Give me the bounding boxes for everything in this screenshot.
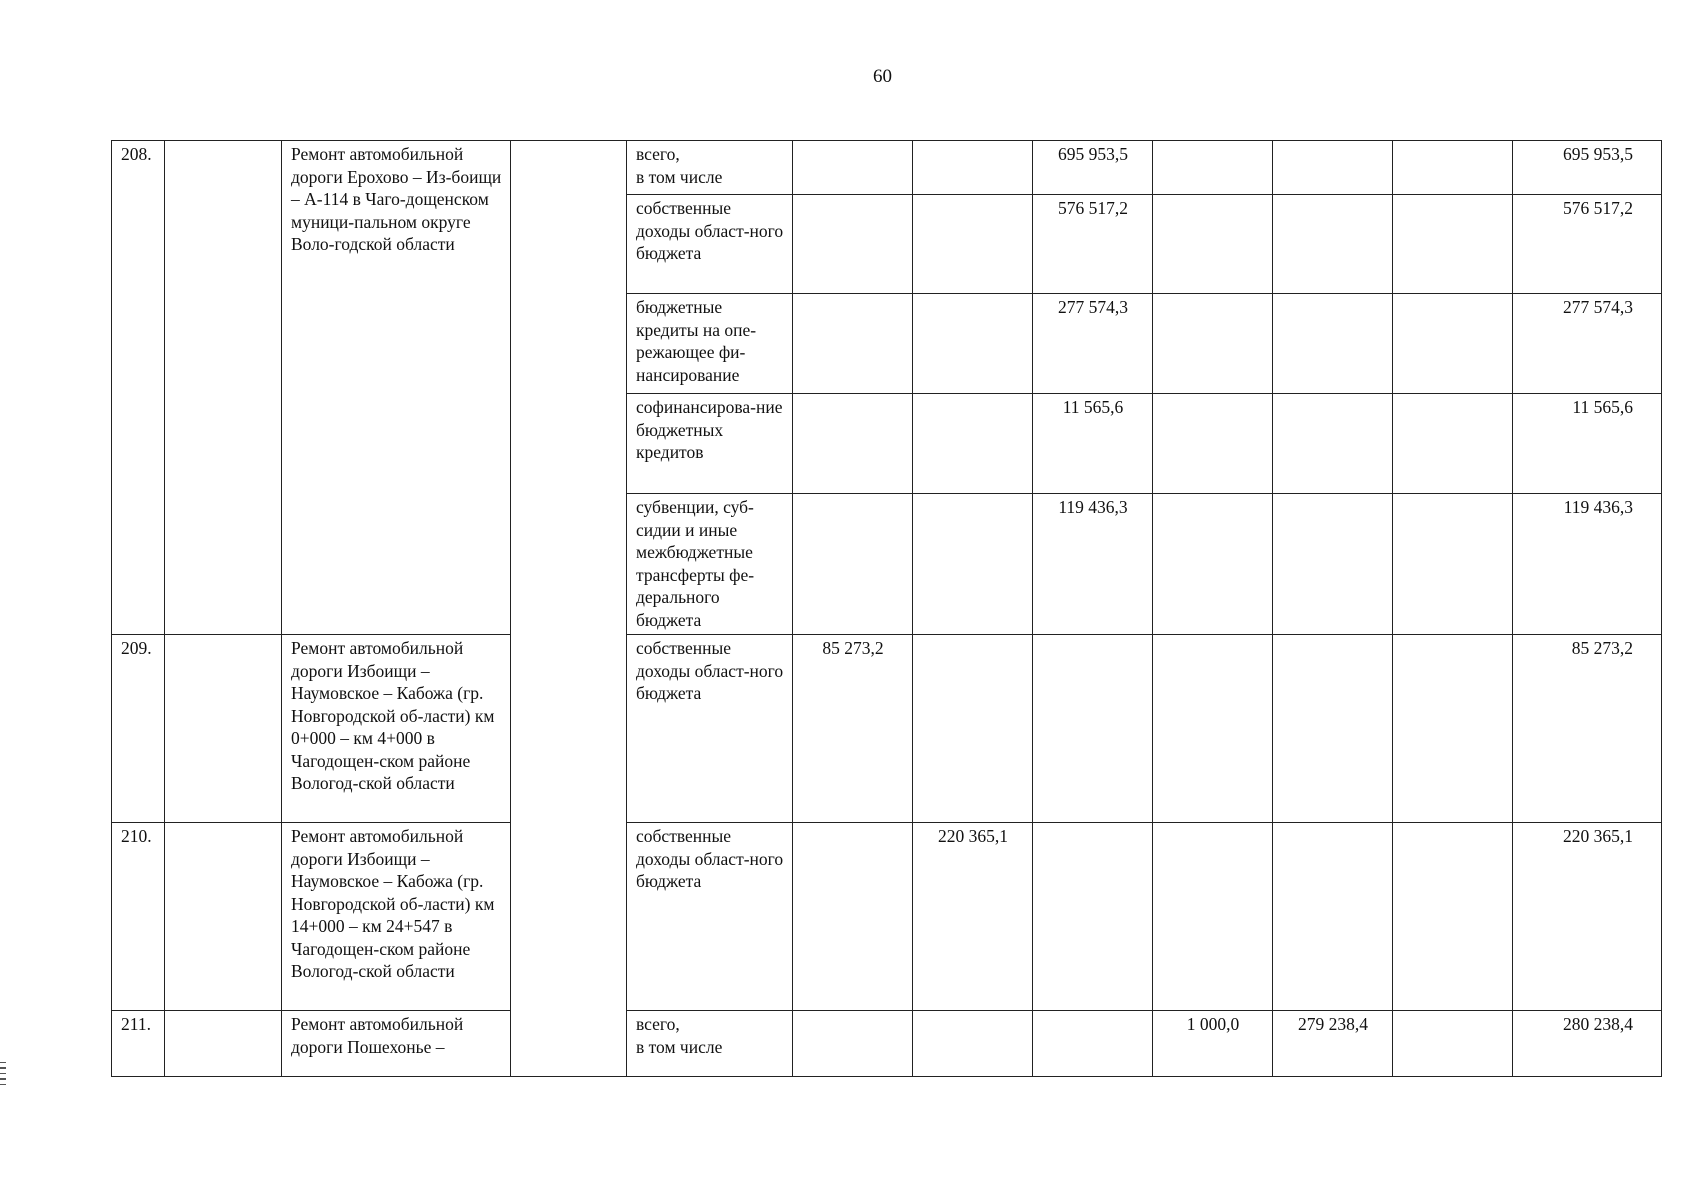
value-cell: [793, 195, 913, 294]
value-cell: 85 273,2: [793, 635, 913, 823]
value-cell: 279 238,4: [1273, 1011, 1393, 1077]
value-cell: [913, 294, 1033, 394]
value-cell: [1153, 195, 1273, 294]
value-cell: [1153, 141, 1273, 195]
total-cell: 220 365,1: [1513, 823, 1662, 1011]
total-cell: 119 436,3: [1513, 494, 1662, 635]
total-cell: 576 517,2: [1513, 195, 1662, 294]
value-cell: [913, 635, 1033, 823]
value-cell: [1393, 635, 1513, 823]
row-number: 211.: [112, 1011, 165, 1077]
value-cell: [913, 141, 1033, 195]
empty-cell: [165, 823, 282, 1011]
empty-cell: [165, 635, 282, 823]
value-cell: [913, 1011, 1033, 1077]
object-name: Ремонт автомобильной дороги Ерохово – Из-боищи – А-114 в Чаго-дощенском муници-пальном округе Воло-годской области: [282, 141, 511, 635]
row-number: 210.: [112, 823, 165, 1011]
row-number: 208.: [112, 141, 165, 635]
table-row: [112, 1011, 1662, 1077]
empty-cell: [165, 1011, 282, 1077]
scan-edge-marks: [0, 1062, 6, 1089]
source-label: собственные доходы област-ного бюджета: [627, 635, 793, 823]
empty-cell: [511, 141, 627, 635]
value-cell: [1393, 1011, 1513, 1077]
value-cell: [1153, 394, 1273, 494]
value-cell: 119 436,3: [1033, 494, 1153, 635]
value-cell: 1 000,0: [1153, 1011, 1273, 1077]
empty-cell: [511, 823, 627, 1011]
value-cell: [1153, 635, 1273, 823]
total-cell: 695 953,5: [1513, 141, 1662, 195]
value-cell: [1393, 141, 1513, 195]
total-cell: 277 574,3: [1513, 294, 1662, 394]
source-label: всего, в том числе: [627, 141, 793, 195]
table-row: [112, 635, 1662, 823]
total-cell: 280 238,4: [1513, 1011, 1662, 1077]
value-cell: 695 953,5: [1033, 141, 1153, 195]
value-cell: [793, 294, 913, 394]
value-cell: 220 365,1: [913, 823, 1033, 1011]
value-cell: [1273, 635, 1393, 823]
value-cell: [1033, 635, 1153, 823]
value-cell: [1393, 294, 1513, 394]
value-cell: [913, 494, 1033, 635]
row-number: 209.: [112, 635, 165, 823]
table-row: [112, 141, 1662, 195]
value-cell: [1273, 394, 1393, 494]
value-cell: [913, 394, 1033, 494]
value-cell: [1393, 394, 1513, 494]
value-cell: [1273, 494, 1393, 635]
empty-cell: [511, 635, 627, 823]
value-cell: [1393, 823, 1513, 1011]
value-cell: [793, 141, 913, 195]
page-number: 60: [873, 66, 892, 87]
value-cell: 277 574,3: [1033, 294, 1153, 394]
value-cell: [793, 394, 913, 494]
value-cell: [793, 1011, 913, 1077]
empty-cell: [165, 141, 282, 635]
program-table: [111, 140, 1662, 1077]
source-label: субвенции, суб-сидии и иные межбюджетные трансферты фе-дерального бюджета: [627, 494, 793, 635]
empty-cell: [511, 1011, 627, 1077]
value-cell: [793, 494, 913, 635]
value-cell: [1033, 823, 1153, 1011]
value-cell: [1033, 1011, 1153, 1077]
value-cell: [1153, 294, 1273, 394]
value-cell: [1153, 494, 1273, 635]
object-name: Ремонт автомобильной дороги Избоищи – Наумовское – Кабожа (гр. Новгородской об-ласти) км 14+000 – км 24+547 в Чагодощен-ском районе Вологод-ской области: [282, 823, 511, 1011]
value-cell: 11 565,6: [1033, 394, 1153, 494]
total-cell: 11 565,6: [1513, 394, 1662, 494]
value-cell: [1273, 195, 1393, 294]
source-label: бюджетные кредиты на опе-режающее фи-нансирование: [627, 294, 793, 394]
value-cell: [1273, 141, 1393, 195]
value-cell: [1393, 195, 1513, 294]
table-row: [112, 823, 1662, 1011]
value-cell: [793, 823, 913, 1011]
value-cell: [1273, 823, 1393, 1011]
object-name: Ремонт автомобильной дороги Избоищи – Наумовское – Кабожа (гр. Новгородской об-ласти) км 0+000 – км 4+000 в Чагодощен-ском районе Вологод-ской области: [282, 635, 511, 823]
source-label: собственные доходы област-ного бюджета: [627, 823, 793, 1011]
source-label: всего, в том числе: [627, 1011, 793, 1077]
source-label: софинансирова-ние бюджетных кредитов: [627, 394, 793, 494]
value-cell: [1153, 823, 1273, 1011]
value-cell: [1273, 294, 1393, 394]
source-label: собственные доходы област-ного бюджета: [627, 195, 793, 294]
total-cell: 85 273,2: [1513, 635, 1662, 823]
value-cell: [1393, 494, 1513, 635]
value-cell: [913, 195, 1033, 294]
value-cell: 576 517,2: [1033, 195, 1153, 294]
object-name: Ремонт автомобильной дороги Пошехонье –: [282, 1011, 511, 1077]
